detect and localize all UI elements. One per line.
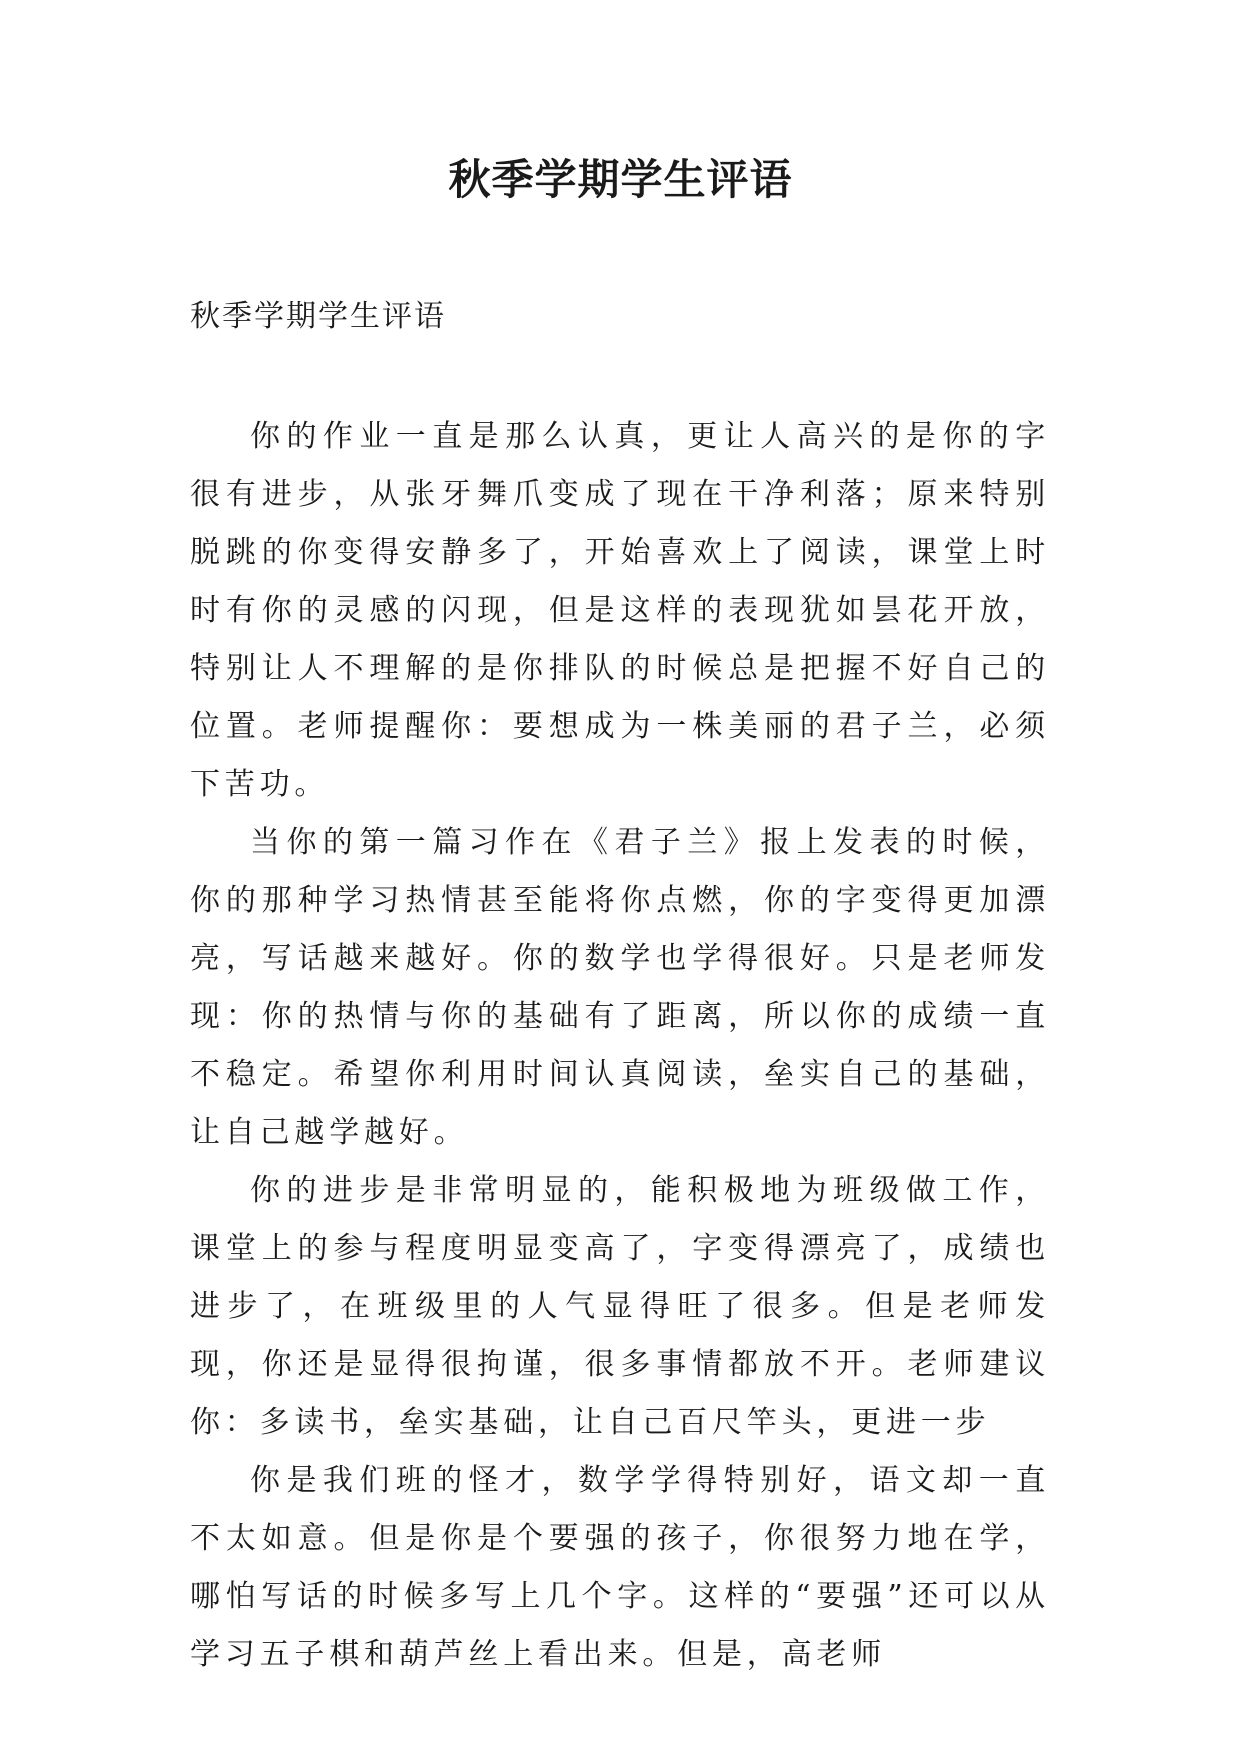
document-subtitle: 秋季学期学生评语: [190, 299, 446, 334]
paragraph-2: 当你的第一篇习作在《君子兰》报上发表的时候，你的那种学习热情甚至能将你点燃，你的字变得更加漂亮，写话越来越好。你的数学也学得很好。只是老师发现：你的热情与你的基础有了距离，所以你的成绩一直不稳定。希望你利用时间认真阅读，垒实自己的基础，让自己越学越好。: [190, 825, 1050, 1150]
paragraph-3: 你的进步是非常明显的，能积极地为班级做工作，课堂上的参与程度明显变高了，字变得漂亮了，成绩也进步了，在班级里的人气显得旺了很多。但是老师发现，你还是显得很拘谨，很多事情都放不开。老师建议你：多读书，垒实基础，让自己百尺竿头，更进一步: [190, 1173, 1050, 1440]
document-title: 秋季学期学生评语: [448, 155, 793, 204]
document-body: [190, 408, 1050, 1684]
paragraph-1: 你的作业一直是那么认真，更让人高兴的是你的字很有进步，从张牙舞爪变成了现在干净利落；原来特别脱跳的你变得安静多了，开始喜欢上了阅读，课堂上时时有你的灵感的闪现，但是这样的表现犹如昙花开放，特别让人不理解的是你排队的时候总是把握不好自己的位置。老师提醒你：要想成为一株美丽的君子兰，必须下苦功。: [190, 419, 1050, 802]
paragraph-4: 你是我们班的怪才，数学学得特别好，语文却一直不太如意。但是你是个要强的孩子，你很努力地在学，哪怕写话的时候多写上几个字。这样的“要强”还可以从学习五子棋和葫芦丝上看出来。但是，高老师: [190, 1463, 1050, 1672]
